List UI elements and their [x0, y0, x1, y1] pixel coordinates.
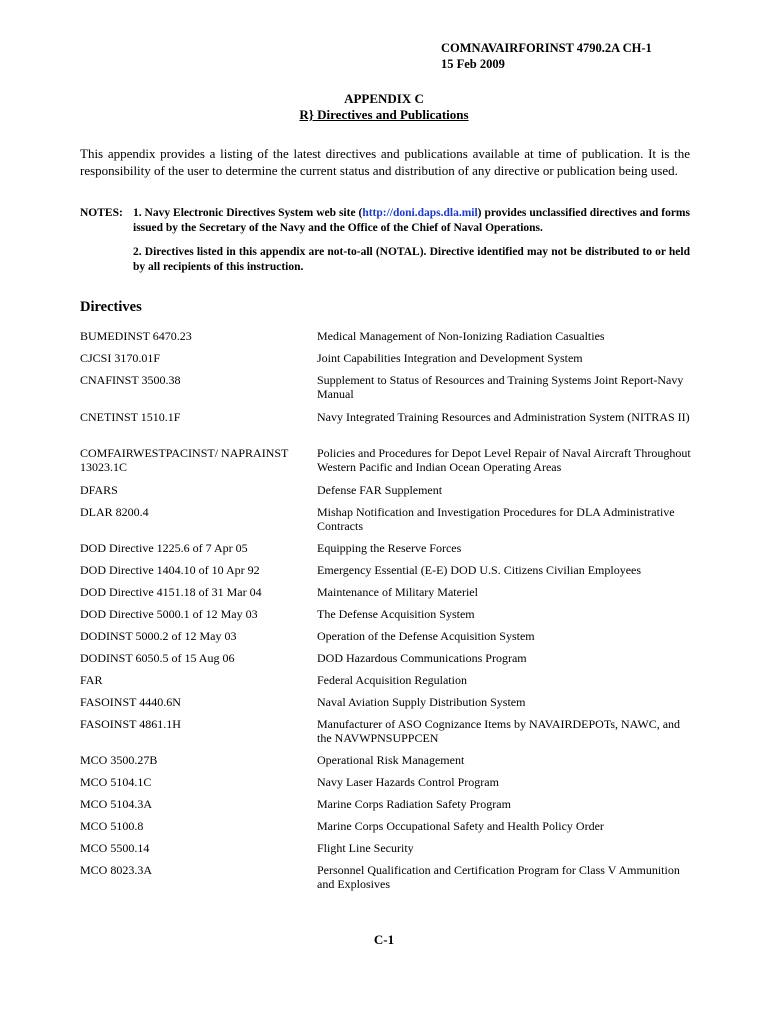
- directive-title: Emergency Essential (E-E) DOD U.S. Citizens Civilian Employees: [317, 563, 642, 577]
- directive-code: DLAR 8200.4: [80, 505, 149, 519]
- note-1-text-start: 1. Navy Electronic Directives System web site (: [133, 207, 363, 219]
- directive-code: MCO 5500.14: [80, 841, 150, 855]
- intro-paragraph: This appendix provides a listing of the latest directives and publications available at time of publication. It is the responsibility of the user to determine the current status and distribution of any directive or publication being used.: [80, 146, 690, 178]
- directive-title: Mishap Notification and Investigation Procedures for DLA Administrative Contracts: [317, 505, 675, 533]
- directive-title: Operational Risk Management: [317, 753, 465, 767]
- directive-title: Defense FAR Supplement: [317, 483, 443, 497]
- directive-code: CJCSI 3170.01F: [80, 351, 161, 365]
- directive-title: DOD Hazardous Communications Program: [317, 651, 527, 665]
- directive-code: MCO 5104.3A: [80, 797, 153, 811]
- directive-title: Equipping the Reserve Forces: [317, 541, 462, 555]
- directive-code: DOD Directive 1225.6 of 7 Apr 05: [80, 541, 248, 555]
- directive-title: Policies and Procedures for Depot Level Repair of Naval Aircraft Throughout Western Pacific and Indian Ocean Operating Areas: [317, 446, 691, 474]
- directive-title: Naval Aviation Supply Distribution System: [317, 695, 526, 709]
- directive-title: Manufacturer of ASO Cognizance Items by NAVAIRDEPOTs, NAWC, and the NAVWPNSUPPCEN: [317, 717, 681, 745]
- directive-title: Personnel Qualification and Certification Program for Class V Ammunition and Explosives: [317, 863, 680, 891]
- directive-code: COMFAIRWESTPACINST/ NAPRAINST 13023.1C: [80, 446, 289, 474]
- appendix-subtitle: R} Directives and Publications: [299, 107, 469, 122]
- directive-code: DODINST 6050.5 of 15 Aug 06: [80, 651, 235, 665]
- section-heading-directives: Directives: [80, 299, 142, 315]
- page-number: C-1: [373, 932, 395, 947]
- directive-title: Federal Acquisition Regulation: [317, 673, 467, 687]
- directive-code: MCO 5104.1C: [80, 775, 152, 789]
- appendix-title: APPENDIX C: [344, 91, 424, 106]
- document-id: COMNAVAIRFORINST 4790.2A CH-1: [441, 41, 652, 55]
- directive-code: FASOINST 4861.1H: [80, 717, 181, 731]
- directive-code: MCO 3500.27B: [80, 753, 158, 767]
- directive-code: CNAFINST 3500.38: [80, 373, 181, 387]
- notes-block: [80, 206, 690, 275]
- directive-code: BUMEDINST 6470.23: [80, 329, 192, 343]
- notes-label: NOTES:: [80, 207, 123, 219]
- directive-code: MCO 8023.3A: [80, 863, 153, 877]
- directive-code: CNETINST 1510.1F: [80, 410, 181, 424]
- note-1-text-end: ) provides unclassified directives and forms issued by the Secretary of the Navy and the Office of the Chief of Naval Operations.: [133, 207, 690, 234]
- directive-title: Supplement to Status of Resources and Training Systems Joint Report-Navy Manual: [317, 373, 684, 401]
- directive-code: FASOINST 4440.6N: [80, 695, 181, 709]
- directive-code: DOD Directive 1404.10 of 10 Apr 92: [80, 563, 260, 577]
- directive-title: Navy Laser Hazards Control Program: [317, 775, 499, 789]
- note-1: [133, 206, 690, 236]
- directive-title: Maintenance of Military Materiel: [317, 585, 478, 599]
- document-header: [441, 40, 652, 72]
- directive-title: Marine Corps Occupational Safety and Health Policy Order: [317, 819, 604, 833]
- directive-title: Operation of the Defense Acquisition System: [317, 629, 535, 643]
- doni-link[interactable]: http://doni.daps.dla.mil: [362, 207, 478, 219]
- directive-title: Flight Line Security: [317, 841, 414, 855]
- directive-title: Medical Management of Non-Ionizing Radiation Casualties: [317, 329, 605, 343]
- directive-code: DOD Directive 4151.18 of 31 Mar 04: [80, 585, 262, 599]
- directive-code: DFARS: [80, 483, 118, 497]
- directive-title: Marine Corps Radiation Safety Program: [317, 797, 511, 811]
- directive-title: The Defense Acquisition System: [317, 607, 475, 621]
- directive-code: MCO 5100.8: [80, 819, 144, 833]
- document-date: 15 Feb 2009: [441, 57, 505, 71]
- directive-title: Navy Integrated Training Resources and Administration System (NITRAS II): [317, 410, 690, 424]
- directive-code: DODINST 5000.2 of 12 May 03: [80, 629, 237, 643]
- note-2: 2. Directives listed in this appendix are not-to-all (NOTAL). Directive identified may not be distributed to or held by all recipients of this instruction.: [133, 246, 690, 273]
- directive-title: Joint Capabilities Integration and Development System: [317, 351, 583, 365]
- directive-code: FAR: [80, 673, 103, 687]
- directive-code: DOD Directive 5000.1 of 12 May 03: [80, 607, 258, 621]
